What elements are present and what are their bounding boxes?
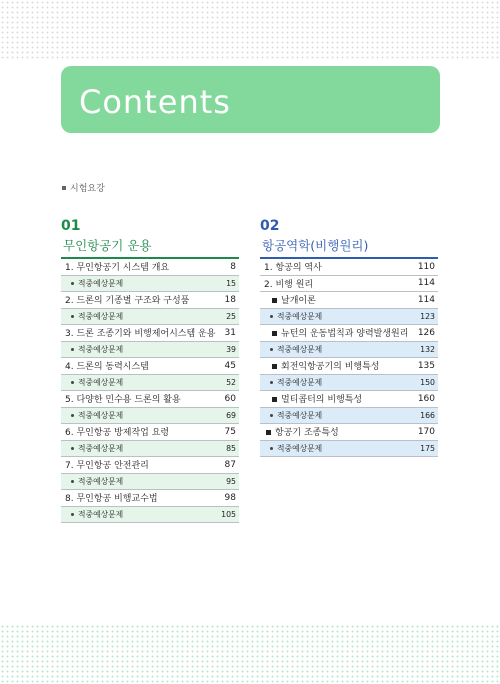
toc-list xyxy=(61,259,239,523)
toc-page-number: 110 xyxy=(417,261,435,272)
section-title: 무인항공기 운용 xyxy=(61,236,239,259)
toc-entry-row[interactable] xyxy=(260,391,438,408)
banner-title: Contents xyxy=(79,83,231,121)
toc-entry-row[interactable] xyxy=(61,424,239,441)
bullet-dot-icon xyxy=(270,348,273,351)
toc-page-number: 18 xyxy=(224,294,236,305)
exam-guide-label: 시험요강 xyxy=(70,184,105,194)
dot-pattern-bottom xyxy=(0,624,500,684)
exam-guide-link[interactable] xyxy=(62,181,105,194)
toc-exercise-row[interactable] xyxy=(260,408,438,425)
toc-entry-row[interactable] xyxy=(61,358,239,375)
toc-entry-label: 뉴턴의 운동법칙과 양력발생원리 xyxy=(281,329,409,340)
toc-exercise-row[interactable] xyxy=(260,309,438,326)
toc-entry-label: 적중예상문제 xyxy=(277,443,323,453)
toc-entry-label: 3. 드론 조종기와 비행제어시스템 운용 xyxy=(65,329,216,340)
toc-entry-label: 적중예상문제 xyxy=(78,278,124,288)
toc-page-number: 98 xyxy=(224,492,236,503)
toc-entry-label: 적중예상문제 xyxy=(78,476,124,486)
square-bullet-icon xyxy=(272,397,277,402)
bullet-dot-icon xyxy=(270,381,273,384)
toc-entry-label: 6. 무인항공 방제작업 요령 xyxy=(65,428,170,439)
toc-page-number: 166 xyxy=(420,410,435,420)
toc-page-number: 31 xyxy=(224,327,236,338)
toc-exercise-row[interactable] xyxy=(260,441,438,458)
toc-exercise-row[interactable] xyxy=(61,276,239,293)
toc-page-number: 95 xyxy=(226,476,236,486)
toc-page-number: 132 xyxy=(420,344,435,354)
square-bullet-icon xyxy=(62,186,66,190)
bullet-dot-icon xyxy=(71,513,74,516)
section-title: 항공역학(비행원리) xyxy=(260,236,438,259)
toc-page-number: 114 xyxy=(417,278,435,289)
square-bullet-icon xyxy=(272,364,277,369)
toc-page-number: 126 xyxy=(417,327,435,338)
toc-page-number: 25 xyxy=(226,311,236,321)
bullet-dot-icon xyxy=(270,414,273,417)
bullet-dot-icon xyxy=(71,414,74,417)
toc-entry-label: 1. 항공의 역사 xyxy=(264,263,322,274)
toc-entry-label: 날개이론 xyxy=(281,296,316,307)
toc-entry-label: 적중예상문제 xyxy=(78,410,124,420)
toc-entry-row[interactable] xyxy=(61,259,239,276)
section-number: 01 xyxy=(61,218,81,234)
toc-page-number: 123 xyxy=(420,311,435,321)
square-bullet-icon xyxy=(266,430,271,435)
toc-exercise-row[interactable] xyxy=(61,474,239,491)
toc-entry-label: 적중예상문제 xyxy=(277,311,323,321)
section-01 xyxy=(61,218,239,523)
toc-page-number: 85 xyxy=(226,443,236,453)
toc-page-number: 15 xyxy=(226,278,236,288)
toc-entry-row[interactable] xyxy=(260,358,438,375)
toc-entry-row[interactable] xyxy=(61,391,239,408)
bullet-dot-icon xyxy=(71,315,74,318)
toc-page-number: 52 xyxy=(226,377,236,387)
toc-exercise-row[interactable] xyxy=(260,375,438,392)
toc-exercise-row[interactable] xyxy=(61,408,239,425)
bullet-dot-icon xyxy=(71,348,74,351)
toc-page-number: 114 xyxy=(417,294,435,305)
bullet-dot-icon xyxy=(71,480,74,483)
toc-exercise-row[interactable] xyxy=(61,342,239,359)
toc-page-number: 175 xyxy=(420,443,435,453)
toc-entry-label: 항공기 조종특성 xyxy=(275,428,339,439)
toc-entry-label: 2. 드론의 기종별 구조와 구성품 xyxy=(65,296,190,307)
toc-exercise-row[interactable] xyxy=(61,507,239,524)
toc-page-number: 75 xyxy=(224,426,236,437)
toc-page-number: 87 xyxy=(224,459,236,470)
toc-entry-label: 적중예상문제 xyxy=(277,410,323,420)
toc-page-number: 150 xyxy=(420,377,435,387)
toc-entry-row[interactable] xyxy=(260,276,438,293)
toc-entry-label: 적중예상문제 xyxy=(78,311,124,321)
toc-exercise-row[interactable] xyxy=(61,375,239,392)
section-number: 02 xyxy=(260,218,280,234)
toc-page-number: 45 xyxy=(224,360,236,371)
toc-entry-row[interactable] xyxy=(260,292,438,309)
toc-page-number: 170 xyxy=(417,426,435,437)
toc-entry-label: 적중예상문제 xyxy=(277,344,323,354)
toc-entry-label: 1. 무인항공기 시스템 개요 xyxy=(65,263,170,274)
square-bullet-icon xyxy=(272,298,277,303)
toc-entry-label: 7. 무인항공 안전관리 xyxy=(65,461,149,472)
toc-entry-label: 적중예상문제 xyxy=(277,377,323,387)
toc-entry-row[interactable] xyxy=(260,325,438,342)
bullet-dot-icon xyxy=(270,315,273,318)
toc-entry-label: 적중예상문제 xyxy=(78,344,124,354)
section-02 xyxy=(260,218,438,457)
toc-entry-row[interactable] xyxy=(260,259,438,276)
toc-page-number: 60 xyxy=(224,393,236,404)
toc-entry-label: 적중예상문제 xyxy=(78,509,124,519)
toc-list xyxy=(260,259,438,457)
dot-pattern-top xyxy=(0,0,500,60)
square-bullet-icon xyxy=(272,331,277,336)
toc-entry-label: 4. 드론의 동력시스템 xyxy=(65,362,149,373)
toc-entry-label: 적중예상문제 xyxy=(78,377,124,387)
bullet-dot-icon xyxy=(270,447,273,450)
toc-entry-row[interactable] xyxy=(61,457,239,474)
toc-page-number: 39 xyxy=(226,344,236,354)
contents-banner xyxy=(61,66,440,133)
toc-entry-label: 8. 무인항공 비행교수법 xyxy=(65,494,158,505)
toc-page-number: 135 xyxy=(417,360,435,371)
toc-page-number: 160 xyxy=(417,393,435,404)
toc-entry-label: 회전익항공기의 비행특성 xyxy=(281,362,380,373)
toc-page-number: 8 xyxy=(230,261,236,272)
toc-entry-label: 멀티콥터의 비행특성 xyxy=(281,395,363,406)
toc-entry-label: 2. 비행 원리 xyxy=(264,279,314,290)
bullet-dot-icon xyxy=(71,447,74,450)
toc-page-number: 105 xyxy=(221,509,236,519)
toc-entry-label: 5. 다양한 민수용 드론의 활용 xyxy=(65,395,181,406)
toc-entry-label: 적중예상문제 xyxy=(78,443,124,453)
bullet-dot-icon xyxy=(71,282,74,285)
toc-entry-row[interactable] xyxy=(260,424,438,441)
toc-entry-row[interactable] xyxy=(61,325,239,342)
toc-exercise-row[interactable] xyxy=(61,309,239,326)
toc-entry-row[interactable] xyxy=(61,490,239,507)
toc-exercise-row[interactable] xyxy=(260,342,438,359)
toc-exercise-row[interactable] xyxy=(61,441,239,458)
toc-page-number: 69 xyxy=(226,410,236,420)
toc-entry-row[interactable] xyxy=(61,292,239,309)
bullet-dot-icon xyxy=(71,381,74,384)
